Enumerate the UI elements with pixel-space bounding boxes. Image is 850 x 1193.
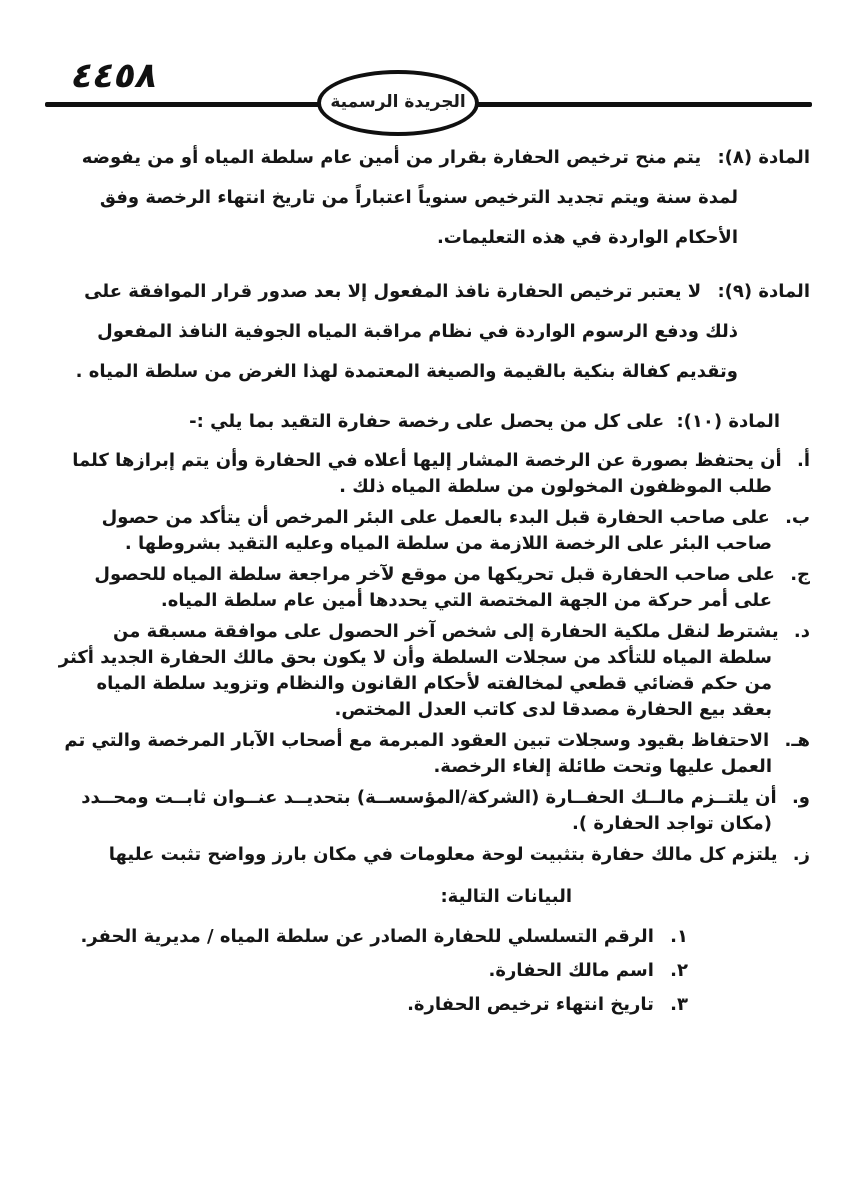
page-number: ٤٤٥٨ <box>67 56 162 96</box>
numbered-item-1 <box>56 924 688 950</box>
lettered-item-alef <box>56 448 810 500</box>
document-body <box>56 138 810 1026</box>
numbered-item-3 <box>56 992 688 1018</box>
lettered-item-dal-marker: د. <box>793 621 810 642</box>
numbered-item-2-marker: ٢. <box>670 960 688 981</box>
numbered-item-1-text: الرقم التسلسلي للحفارة الصادر عن سلطة المياه / مديرية الحفر. <box>80 926 654 947</box>
lettered-item-alef-marker: أ. <box>796 450 810 471</box>
lettered-item-dal-text: يشترط لنقل ملكية الحفارة إلى شخص آخر الحصول على موافقة مسبقة من سلطة المياه للتأكد من سجلات السلطة وأن لا يكون بحق مالك الحفارة الجديد أكثر من حكم قضائي قطعي لمخالفته لأحكام القانون والنظام وتزويد سلطة المياه بعقد بيع الحفارة مصدقا لدى كاتب العدل المختص. <box>58 621 779 720</box>
article-9-text: لا يعتبر ترخيص الحفارة نافذ المفعول إلا بعد صدور قرار الموافقة على ذلك ودفع الرسوم الواردة في نظام مراقبة المياه الجوفية النافذ المفعول وتقديم كفالة بنكية بالقيمة والصيغة المعتمدة لهذا الغرض من سلطة المياه . <box>75 281 738 382</box>
article-10-label: المادة (١٠): <box>676 411 780 432</box>
article-10 <box>56 402 810 442</box>
gazette-oval-badge <box>317 70 479 136</box>
lettered-item-waw-text: أن يلتــزم مالــك الحفــارة (الشركة/المؤسســة) بتحديــد عنــوان ثابــت ومحــدد (مكان تواجد الحفارة ). <box>81 787 777 834</box>
lettered-item-jeem-marker: ج. <box>790 564 810 585</box>
article-8 <box>56 138 810 258</box>
lettered-item-ba-text: على صاحب الحفارة قبل البدء بالعمل على البئر المرخص أن يتأكد من حصول صاحب البئر على الرخصة اللازمة من سلطة المياه وعليه التقيد بشروطها . <box>101 507 772 554</box>
numbered-item-3-marker: ٣. <box>670 994 688 1015</box>
lettered-item-jeem <box>56 562 810 614</box>
lettered-item-jeem-text: على صاحب الحفارة قبل تحريكها من موقع لآخر مراجعة سلطة المياه للحصول على أمر حركة من الجهة المختصة التي يحددها أمين عام سلطة المياه. <box>94 564 775 611</box>
article-10-text: على كل من يحصل على رخصة حفارة التقيد بما يلي :- <box>189 411 665 432</box>
lettered-item-ha-marker: هـ. <box>784 730 810 751</box>
lettered-item-ha <box>56 728 810 780</box>
lettered-item-ba <box>56 505 810 557</box>
lettered-item-alef-text: أن يحتفظ بصورة عن الرخصة المشار إليها أعلاه في الحفارة وأن يتم إبرازها كلما طلب الموظفون المخولون من سلطة المياه ذلك . <box>72 450 782 497</box>
numbered-item-2 <box>56 958 688 984</box>
lettered-item-zay-marker: ز. <box>792 844 810 865</box>
data-intro-line: البيانات التالية: <box>440 886 572 907</box>
lettered-item-ba-marker: ب. <box>785 507 810 528</box>
lettered-item-zay-text: يلتزم كل مالك حفارة بتثبيت لوحة معلومات في مكان بارز وواضح تثبت عليها <box>108 844 778 865</box>
lettered-item-ha-text: الاحتفاظ بقيود وسجلات تبين العقود المبرمة مع أصحاب الآبار المرخصة والتي تم العمل عليها وتحت طائلة إلغاء الرخصة. <box>64 730 772 777</box>
lettered-item-dal <box>56 619 810 723</box>
numbered-item-3-text: تاريخ انتهاء ترخيص الحفارة. <box>407 994 654 1015</box>
article-8-text: يتم منح ترخيص الحفارة بقرار من أمين عام سلطة المياه أو من يفوضه لمدة سنة ويتم تجديد الترخيص سنوياً اعتباراً من تاريخ انتهاء الرخصة وفق الأحكام الواردة في هذه التعليمات. <box>81 147 738 248</box>
lettered-item-zay <box>56 842 810 868</box>
numbered-item-2-text: اسم مالك الحفارة. <box>488 960 654 981</box>
article-8-label: المادة (٨): <box>717 147 810 168</box>
lettered-item-waw-marker: و. <box>791 787 810 808</box>
numbered-item-1-marker: ١. <box>670 926 688 947</box>
gazette-badge-label: الجريدة الرسمية <box>330 92 466 112</box>
lettered-item-waw <box>56 785 810 837</box>
article-9 <box>56 272 810 392</box>
article-9-label: المادة (٩): <box>717 281 810 302</box>
